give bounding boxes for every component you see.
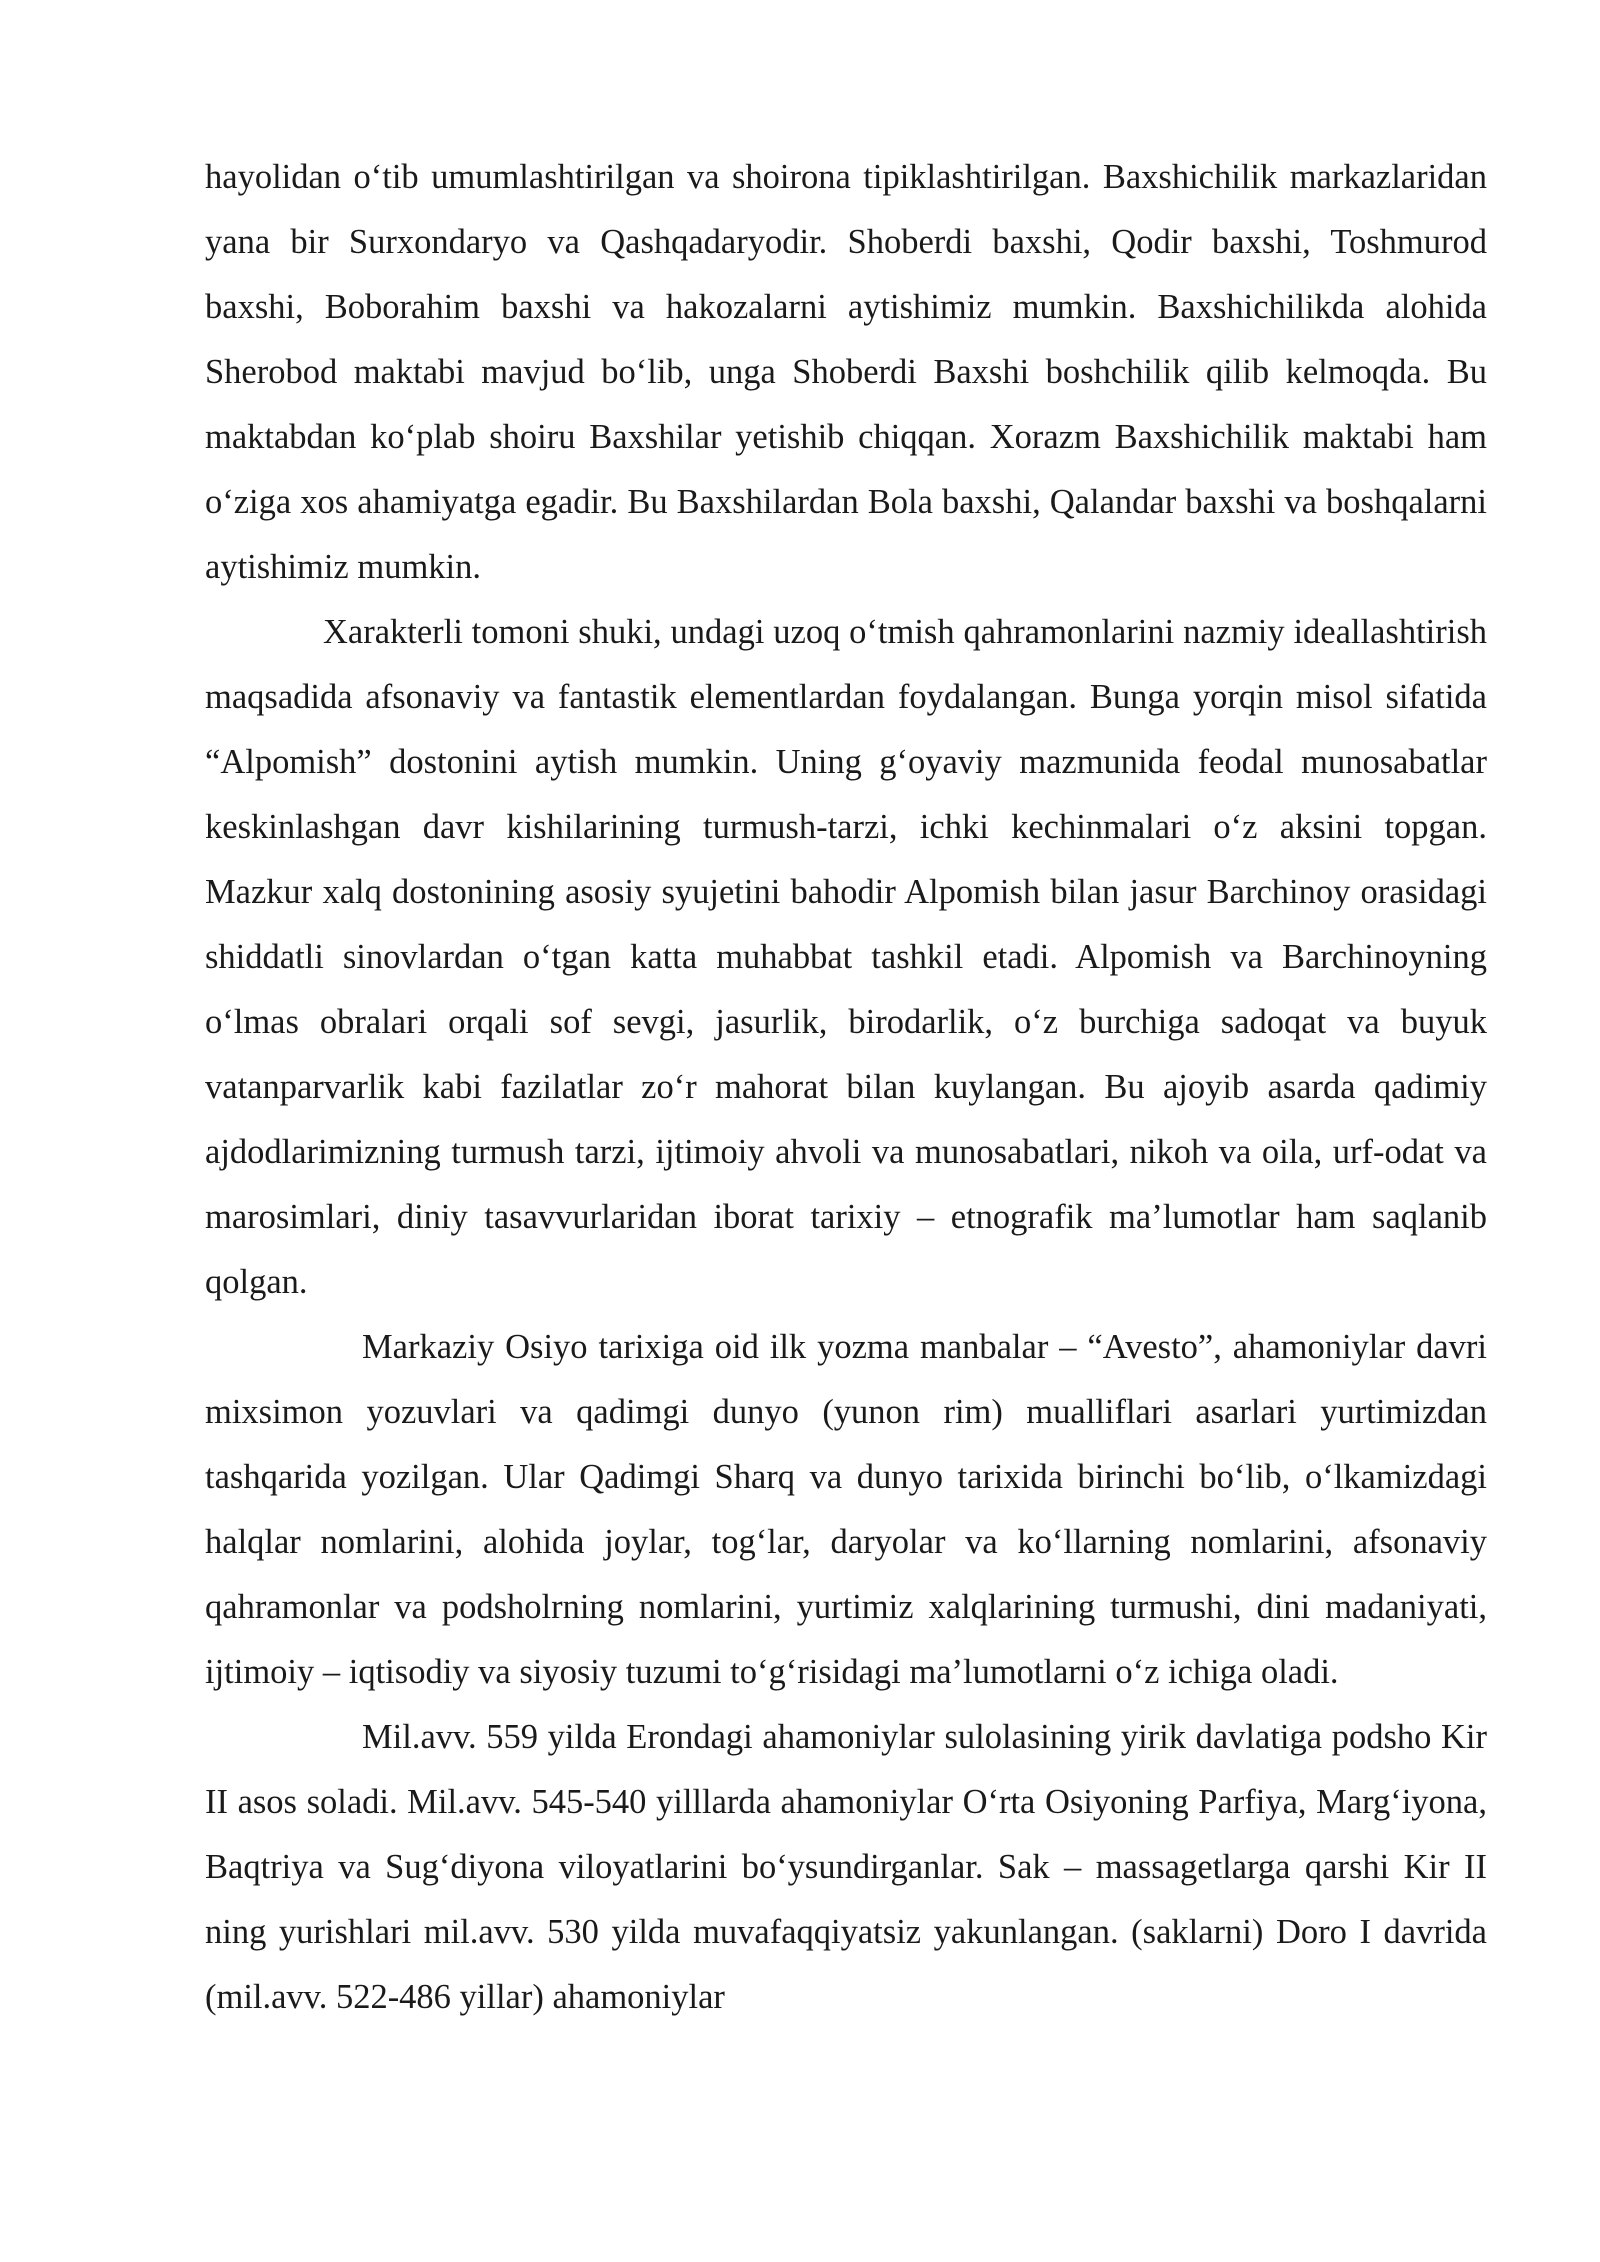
paragraph-achaemenids: Mil.avv. 559 yilda Erondagi ahamoniylar sulolasining yirik davlatiga podsho Kir II asos soladi. Mil.avv. 545-540 yilllarda ahamoniylar O‘rta Osiyoning Parfiya, Marg‘iyona, Baqtriya va Sug‘diyona viloyatlarini bo‘ysundirganlar. Sak – massagetlarga qarshi Kir II ning yurishlari mil.avv. 530 yilda muvafaqqiyatsiz yakunlangan. (saklarni) Doro I davrida (mil.avv. 522-486 yillar) ahamoniylar [205, 1718, 1487, 2016]
document-body [205, 145, 1487, 2030]
paragraph-baxshichilik: hayolidan o‘tib umumlashtirilgan va shoirona tipiklashtirilgan. Baxshichilik markazlaridan yana bir Surxondaryo va Qashqadaryodir. Shoberdi baxshi, Qodir baxshi, Toshmurod baxshi, Boborahim baxshi va hakozalarni aytishimiz mumkin. Baxshichilikda alohida Sherobod maktabi mavjud bo‘lib, unga Shoberdi Baxshi boshchilik qilib kelmoqda. Bu maktabdan ko‘plab shoiru Baxshilar yetishib chiqqan. Xorazm Baxshichilik maktabi ham o‘ziga xos ahamiyatga egadir. Bu Baxshilardan Bola baxshi, Qalandar baxshi va boshqalarni aytishimiz mumkin. [205, 158, 1487, 586]
paragraph-written-sources: Markaziy Osiyo tarixiga oid ilk yozma manbalar – “Avesto”, ahamoniylar davri mixsimon yozuvlari va qadimgi dunyo (yunon rim) mualliflari asarlari yurtimizdan tashqarida yozilgan. Ular Qadimgi Sharq va dunyo tarixida birinchi bo‘lib, o‘lkamizdagi halqlar nomlarini, alohida joylar, tog‘lar, daryolar va ko‘llarning nomlarini, afsonaviy qahramonlar va podsholrning nomlarini, yurtimiz xalqlarining turmushi, dini madaniyati, ijtimoiy – iqtisodiy va siyosiy tuzumi to‘g‘risidagi ma’lumotlarni o‘z ichiga oladi. [205, 1328, 1487, 1691]
paragraph-alpomish: Xarakterli tomoni shuki, undagi uzoq o‘tmish qahramonlarini nazmiy ideallashtirish maqsadida afsonaviy va fantastik elementlardan foydalangan. Bunga yorqin misol sifatida “Alpomish” dostonini aytish mumkin. Uning g‘oyaviy mazmunida feodal munosabatlar keskinlashgan davr kishilarining turmush-tarzi, ichki kechinmalari o‘z aksini topgan. Mazkur xalq dostonining asosiy syujetini bahodir Alpomish bilan jasur Barchinoy orasidagi shiddatli sinovlardan o‘tgan katta muhabbat tashkil etadi. Alpomish va Barchinoyning o‘lmas obralari orqali sof sevgi, jasurlik, birodarlik, o‘z burchiga sadoqat va buyuk vatanparvarlik kabi fazilatlar zo‘r mahorat bilan kuylangan. Bu ajoyib asarda qadimiy ajdodlarimizning turmush tarzi, ijtimoiy ahvoli va munosabatlari, nikoh va oila, urf-odat va marosimlari, diniy tasavvurlaridan iborat tarixiy – etnografik ma’lumotlar ham saqlanib qolgan. [205, 613, 1487, 1301]
